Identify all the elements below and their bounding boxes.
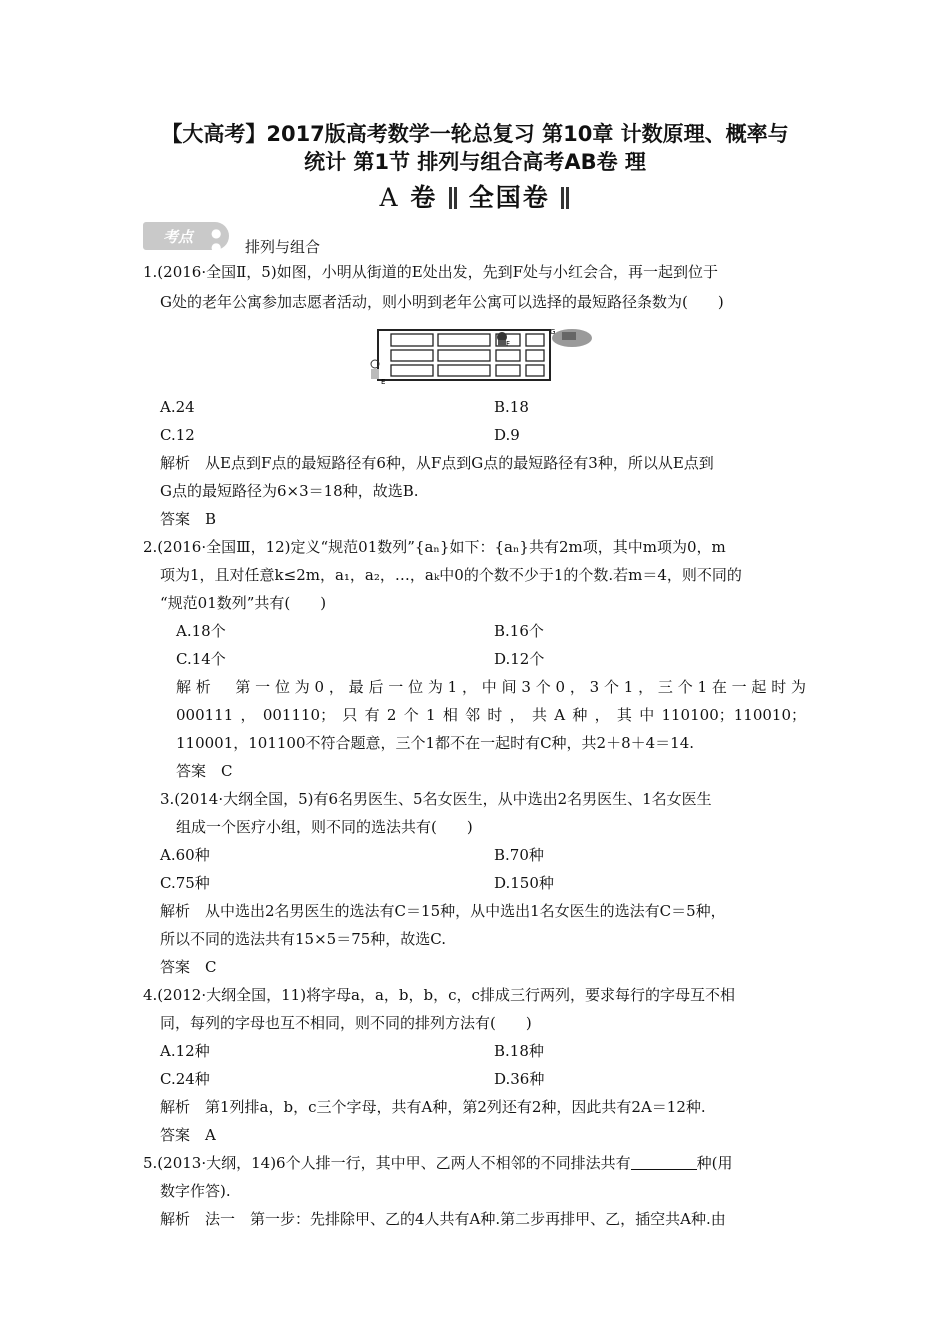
q4-stem-1: 4.(2012·大纲全国，11)将字母a，a，b，b，c，c排成三行两列，要求每行的字母互不相 xyxy=(143,986,735,1004)
q3-option-a: A.60种 xyxy=(160,846,210,864)
q2-analysis-3: 110001，101100不符合题意，三个1都不在一起时有C种，共2＋8＋4＝14. xyxy=(176,734,695,752)
q2-option-c: C.14个 xyxy=(176,650,226,668)
volume-letter: A xyxy=(379,183,400,212)
q1-option-c: C.12 xyxy=(160,426,195,444)
street-map-figure xyxy=(366,324,594,386)
q2-answer: 答案 C xyxy=(176,762,233,780)
q3-analysis-1: 解析 从中选出2名男医生的选法有C＝15种，从中选出1名女医生的选法有C＝5种， xyxy=(160,902,726,920)
topic-badge xyxy=(143,222,229,254)
q4-option-b: B.18种 xyxy=(494,1042,544,1060)
q3-option-b: B.70种 xyxy=(494,846,544,864)
q2-stem-1: 2.(2016·全国Ⅲ，12)定义“规范01数列”{aₙ}如下：{aₙ}共有2m项，其中m项为0，m xyxy=(143,538,726,556)
volume-juan: 卷 xyxy=(410,183,438,212)
divider-bar xyxy=(561,187,564,209)
q1-option-a: A.24 xyxy=(160,398,195,416)
q1-analysis-1: 解析 从E点到F点的最短路径有6种，从F点到G点的最短路径有3种，所以从E点到 xyxy=(160,454,714,472)
q4-answer: 答案 A xyxy=(160,1126,216,1144)
q5-stem-2: 数字作答). xyxy=(160,1182,231,1200)
q1-stem-2: G处的老年公寓参加志愿者活动，则小明到老年公寓可以选择的最短路径条数为( ) xyxy=(160,293,724,311)
q4-option-a: A.12种 xyxy=(160,1042,210,1060)
q5-stem-1 xyxy=(143,1153,732,1173)
label-f: F xyxy=(506,340,511,348)
title-line-1: 【大高考】2017版高考数学一轮总复习 第10章 计数原理、概率与 xyxy=(161,122,789,146)
city-blocks xyxy=(391,334,544,376)
badge-dots-icon: ● ● xyxy=(211,226,222,254)
divider-bar xyxy=(449,187,452,209)
label-g: G xyxy=(550,328,556,336)
q3-option-c: C.75种 xyxy=(160,874,210,892)
q3-stem-1: 3.(2014·大纲全国，5)有6名男医生、5名女医生，从中选出2名男医生、1名女医生 xyxy=(160,790,712,808)
q2-option-b: B.16个 xyxy=(494,622,544,640)
q1-answer: 答案 B xyxy=(160,510,217,528)
answer-blank xyxy=(631,1155,697,1170)
q2-analysis-2: 000111，001110；只有2个1相邻时，共A种，其中110100；110010； xyxy=(176,706,806,724)
q2-analysis-1: 解析 第一位为0，最后一位为1，中间3个0，3个1，三个1在一起时为 xyxy=(176,678,806,696)
divider-bar xyxy=(566,187,569,209)
q3-option-d: D.150种 xyxy=(494,874,554,892)
q1-stem-1: 1.(2016·全国Ⅱ，5)如图，小明从街道的E处出发，先到F处与小红会合，再一起到位于 xyxy=(143,263,719,281)
q1-analysis-2: G点的最短路径为6×3＝18种，故选B. xyxy=(160,482,419,500)
q2-stem-2: 项为1，且对任意k≤2m，a₁，a₂，…，aₖ中0的个数不少于1的个数.若m＝4，则不同的 xyxy=(160,566,742,584)
map-outline xyxy=(378,330,550,380)
q2-stem-3: “规范01数列”共有( ) xyxy=(160,594,327,612)
q3-answer: 答案 C xyxy=(160,958,217,976)
q4-option-c: C.24种 xyxy=(160,1070,210,1088)
q1-option-d: D.9 xyxy=(494,426,520,444)
title-line-2: 统计 第1节 排列与组合高考AB卷 理 xyxy=(304,150,646,174)
apartment-g-icon xyxy=(552,329,592,347)
badge-label: 考点 xyxy=(163,228,194,246)
label-e: E xyxy=(381,378,386,386)
q4-stem-2: 同，每列的字母也互不相同，则不同的排列方法有( ) xyxy=(160,1014,532,1032)
volume-name: 全国卷 xyxy=(468,183,550,212)
q4-analysis-1: 解析 第1列排a，b，c三个字母，共有A种，第2列还有2种，因此共有2A＝12种. xyxy=(160,1098,706,1116)
q3-analysis-2: 所以不同的选法共有15×5＝75种，故选C. xyxy=(160,930,446,948)
document-title xyxy=(80,120,870,176)
divider-bar xyxy=(454,187,457,209)
q1-option-b: B.18 xyxy=(494,398,529,416)
q4-option-d: D.36种 xyxy=(494,1070,545,1088)
q5-stem-1b: 种(用 xyxy=(696,1154,733,1172)
q2-option-d: D.12个 xyxy=(494,650,545,668)
q5-stem-1a: 5.(2013·大纲，14)6个人排一行，其中甲、乙两人不相邻的不同排法共有 xyxy=(143,1154,631,1172)
q2-option-a: A.18个 xyxy=(176,622,226,640)
section-title: 排列与组合 xyxy=(245,238,321,256)
q5-analysis-1: 解析 法一 第一步：先排除甲、乙的4人共有A种.第二步再排甲、乙，插空共A种.由 xyxy=(160,1210,726,1228)
q3-stem-2: 组成一个医疗小组，则不同的选法共有( ) xyxy=(176,818,473,836)
volume-heading xyxy=(0,178,950,214)
